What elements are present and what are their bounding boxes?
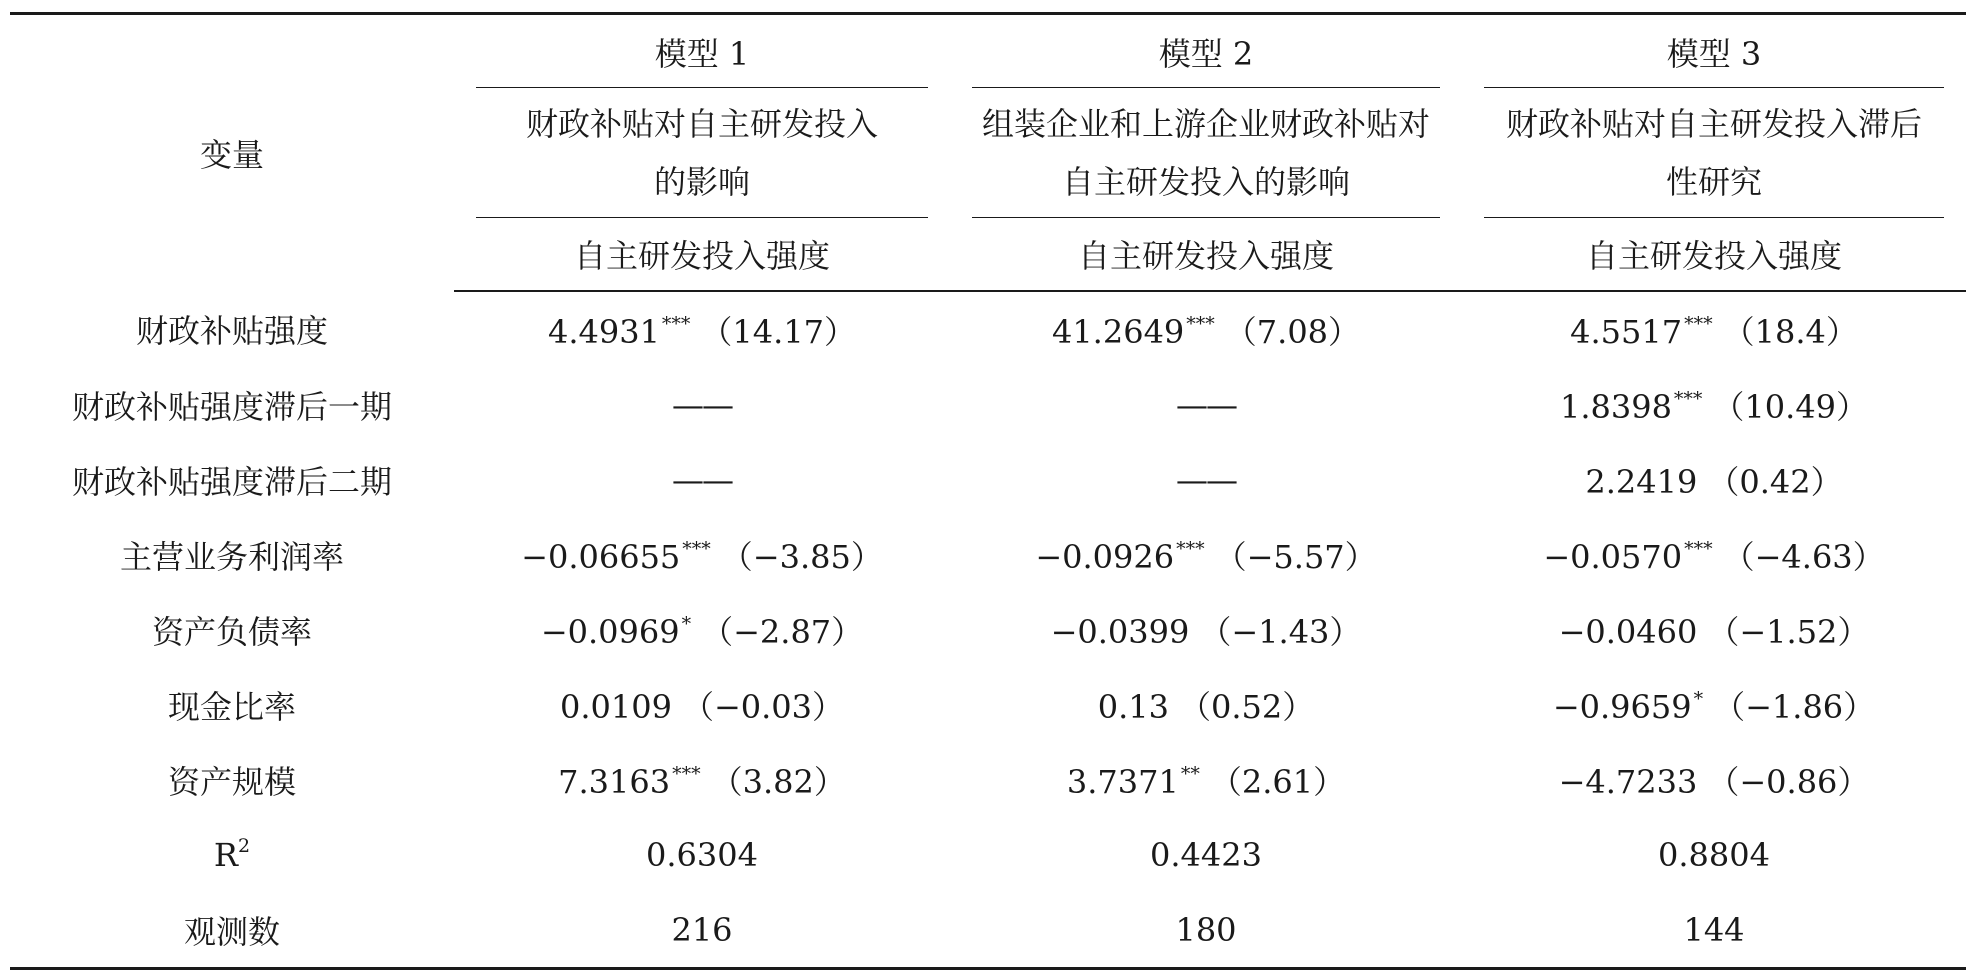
- coefficient: −0.06655: [521, 537, 681, 576]
- significance-stars: ***: [1176, 537, 1205, 560]
- significance-stars: ***: [661, 312, 691, 335]
- model-3-cell: [1462, 592, 1966, 667]
- table-row: [10, 442, 1966, 517]
- model-2-cell: [950, 892, 1462, 969]
- t-statistic: （18.4）: [1722, 312, 1858, 351]
- coefficient: 41.2649: [1051, 312, 1185, 351]
- t-statistic: （−5.57）: [1214, 537, 1377, 576]
- table-row: [10, 367, 1966, 442]
- t-statistic: （14.17）: [700, 312, 857, 351]
- model-3-cell: [1462, 817, 1966, 892]
- model-2-cell: [950, 442, 1462, 517]
- model-1-cell: [454, 667, 950, 742]
- table-row: [10, 667, 1966, 742]
- t-statistic: （2.61）: [1209, 762, 1346, 801]
- row-variable-name: [10, 817, 454, 892]
- model-2-cell: [950, 742, 1462, 817]
- variable-label: 资产负债率: [151, 612, 312, 651]
- t-statistic: （−1.52）: [1707, 612, 1870, 651]
- model-2-cell: [950, 592, 1462, 667]
- t-statistic: （−0.03）: [681, 687, 845, 726]
- model-1-cell: [454, 592, 950, 667]
- row-variable-name: [10, 442, 454, 517]
- t-statistic: （0.42）: [1707, 462, 1843, 501]
- row-variable-name: [10, 667, 454, 742]
- row-variable-name: [10, 892, 454, 969]
- variable-label: 财政补贴强度滞后一期: [71, 387, 392, 426]
- t-statistic: （10.49）: [1712, 387, 1869, 426]
- table-row: [10, 592, 1966, 667]
- model-2-cell: [950, 817, 1462, 892]
- coefficient: −4.7233: [1558, 762, 1698, 801]
- variable-superscript: 2: [238, 835, 251, 857]
- model-3-cell: [1462, 892, 1966, 969]
- variable-label: 财政补贴强度: [135, 312, 328, 350]
- coefficient: 3.7371: [1066, 762, 1179, 801]
- coefficient: ——: [672, 460, 732, 499]
- significance-stars: ***: [682, 537, 711, 560]
- t-statistic: （7.08）: [1224, 312, 1361, 351]
- model-1-cell: [454, 291, 950, 367]
- t-statistic: （3.82）: [710, 762, 846, 801]
- row-variable-name: [10, 592, 454, 667]
- coefficient: ——: [1176, 385, 1236, 424]
- coefficient: −0.9659: [1552, 687, 1692, 726]
- model-2-cell: [950, 367, 1462, 442]
- coefficient: −0.0570: [1543, 537, 1683, 576]
- model-3-name: 模型 3: [1462, 14, 1966, 89]
- model-3-dependent: 自主研发投入强度: [1462, 218, 1966, 291]
- coefficient: ——: [672, 385, 732, 424]
- table-header: [10, 14, 1966, 292]
- table-body: [10, 291, 1966, 969]
- model-2-cell: [950, 291, 1462, 367]
- coefficient: 4.4931: [547, 312, 660, 351]
- row-variable-name: [10, 742, 454, 817]
- model-2-dependent: 自主研发投入强度: [950, 218, 1462, 291]
- row-variable-name: [10, 367, 454, 442]
- model-2-description: 组装企业和上游企业财政补贴对自主研发投入的影响: [950, 88, 1462, 218]
- significance-stars: ***: [672, 762, 701, 785]
- model-2-name: 模型 2: [950, 14, 1462, 89]
- significance-stars: *: [681, 612, 692, 635]
- significance-stars: ***: [1186, 312, 1215, 335]
- coefficient: 0.8804: [1658, 835, 1770, 874]
- variable-label: 观测数: [183, 912, 280, 951]
- t-statistic: （−3.85）: [720, 537, 883, 576]
- variable-label: 财政补贴强度滞后二期: [71, 462, 392, 501]
- coefficient: −0.0926: [1035, 537, 1175, 576]
- table-row: [10, 817, 1966, 892]
- model-2-cell: [950, 517, 1462, 592]
- coefficient: 0.6304: [646, 835, 758, 874]
- coefficient: 144: [1683, 910, 1745, 949]
- coefficient: 7.3163: [558, 762, 671, 801]
- model-1-dependent: 自主研发投入强度: [454, 218, 950, 291]
- table-row: [10, 291, 1966, 367]
- coefficient: 216: [671, 910, 733, 949]
- significance-stars: ***: [1673, 387, 1703, 410]
- model-3-cell: [1462, 742, 1966, 817]
- model-3-cell: [1462, 517, 1966, 592]
- model-2-cell: [950, 667, 1462, 742]
- model-1-cell: [454, 367, 950, 442]
- coefficient: 0.0109: [559, 687, 672, 726]
- significance-stars: *: [1693, 687, 1704, 710]
- model-3-cell: [1462, 291, 1966, 367]
- table-row: [10, 742, 1966, 817]
- coefficient: −0.0969: [540, 612, 680, 651]
- coefficient: 0.13: [1097, 687, 1169, 726]
- coefficient: 4.5517: [1570, 312, 1683, 351]
- model-3-cell: [1462, 367, 1966, 442]
- t-statistic: （−1.43）: [1199, 612, 1362, 651]
- coefficient: 0.4423: [1150, 835, 1262, 874]
- table-row: [10, 517, 1966, 592]
- coefficient: −0.0399: [1050, 612, 1190, 651]
- model-1-name: 模型 1: [454, 14, 950, 89]
- table-row: [10, 892, 1966, 969]
- model-1-cell: [454, 892, 950, 969]
- model-1-description: 财政补贴对自主研发投入的影响: [454, 88, 950, 218]
- coefficient: 180: [1175, 910, 1237, 949]
- row-variable-name: [10, 291, 454, 367]
- t-statistic: （−4.63）: [1722, 537, 1885, 576]
- coefficient: 1.8398: [1559, 387, 1672, 426]
- model-3-description: 财政补贴对自主研发投入滞后性研究: [1462, 88, 1966, 218]
- variable-label: 主营业务利润率: [119, 537, 344, 576]
- row-variable-name: [10, 517, 454, 592]
- regression-table: [10, 12, 1966, 970]
- t-statistic: （−1.86）: [1713, 687, 1876, 726]
- significance-stars: ***: [1684, 537, 1713, 560]
- significance-stars: ***: [1684, 312, 1713, 335]
- significance-stars: **: [1180, 762, 1200, 785]
- model-1-cell: [454, 742, 950, 817]
- coefficient: −0.0460: [1558, 612, 1698, 651]
- variable-label: R: [213, 836, 238, 874]
- model-3-cell: [1462, 442, 1966, 517]
- t-statistic: （−2.87）: [701, 612, 864, 651]
- model-1-cell: [454, 817, 950, 892]
- coefficient: ——: [1176, 460, 1236, 499]
- coefficient: 2.2419: [1585, 462, 1698, 501]
- variable-header: 变量: [10, 14, 454, 292]
- variable-label: 现金比率: [167, 687, 296, 726]
- t-statistic: （0.52）: [1178, 687, 1315, 726]
- t-statistic: （−0.86）: [1707, 762, 1870, 801]
- model-3-cell: [1462, 667, 1966, 742]
- model-1-cell: [454, 517, 950, 592]
- model-1-cell: [454, 442, 950, 517]
- variable-label: 资产规模: [167, 762, 296, 801]
